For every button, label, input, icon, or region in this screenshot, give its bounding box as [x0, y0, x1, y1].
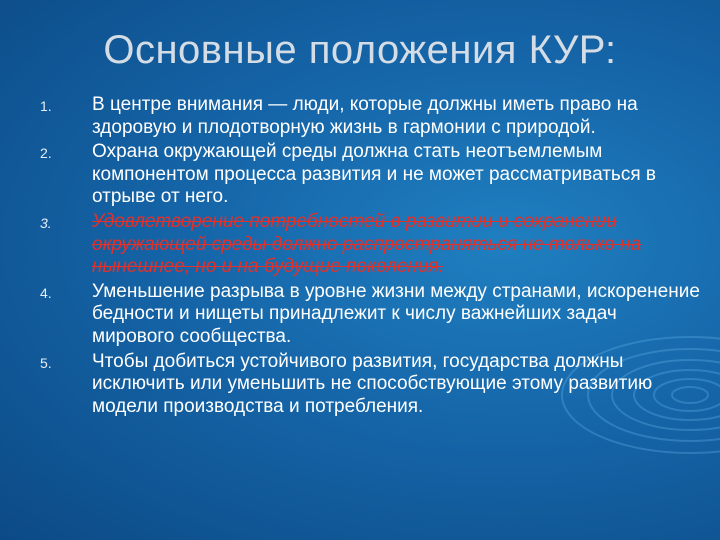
- item-number: 5.: [40, 354, 52, 371]
- item-text: В центре внимания — люди, которые должны иметь право на здоровую и плодотворную жизнь в гармонии с природой.: [92, 94, 638, 138]
- item-text: Уменьшение разрыва в уровне жизни между странами, искоренение бедности и нищеты принадлежит к числу важнейших задач мирового сообщества.: [92, 280, 700, 347]
- list-item-highlighted: [40, 211, 700, 279]
- list-item: [40, 351, 700, 419]
- item-text: Удовлетворение потребностей в развитии и сохранении окружающей среды должно распространяться не только на нынешнее, но и на будущие поколения.: [92, 210, 642, 278]
- list-item: [40, 94, 700, 139]
- item-text: Охрана окружающей среды должна стать неотъемлемым компонентом процесса развития и не может рассматриваться в отрыве от него.: [92, 141, 656, 208]
- item-number: 3.: [40, 214, 52, 231]
- item-text: Чтобы добиться устойчивого развития, государства должны исключить или уменьшить не способствующие этому развитию модели производства и потребления.: [92, 350, 653, 417]
- list-item: [40, 141, 700, 209]
- slide-title: Основные положения КУР:: [103, 28, 617, 72]
- item-number: 4.: [40, 284, 52, 301]
- item-number: 1.: [40, 98, 52, 114]
- item-number: 2.: [40, 145, 52, 162]
- list-item: [40, 281, 700, 349]
- principles-list: [40, 94, 700, 420]
